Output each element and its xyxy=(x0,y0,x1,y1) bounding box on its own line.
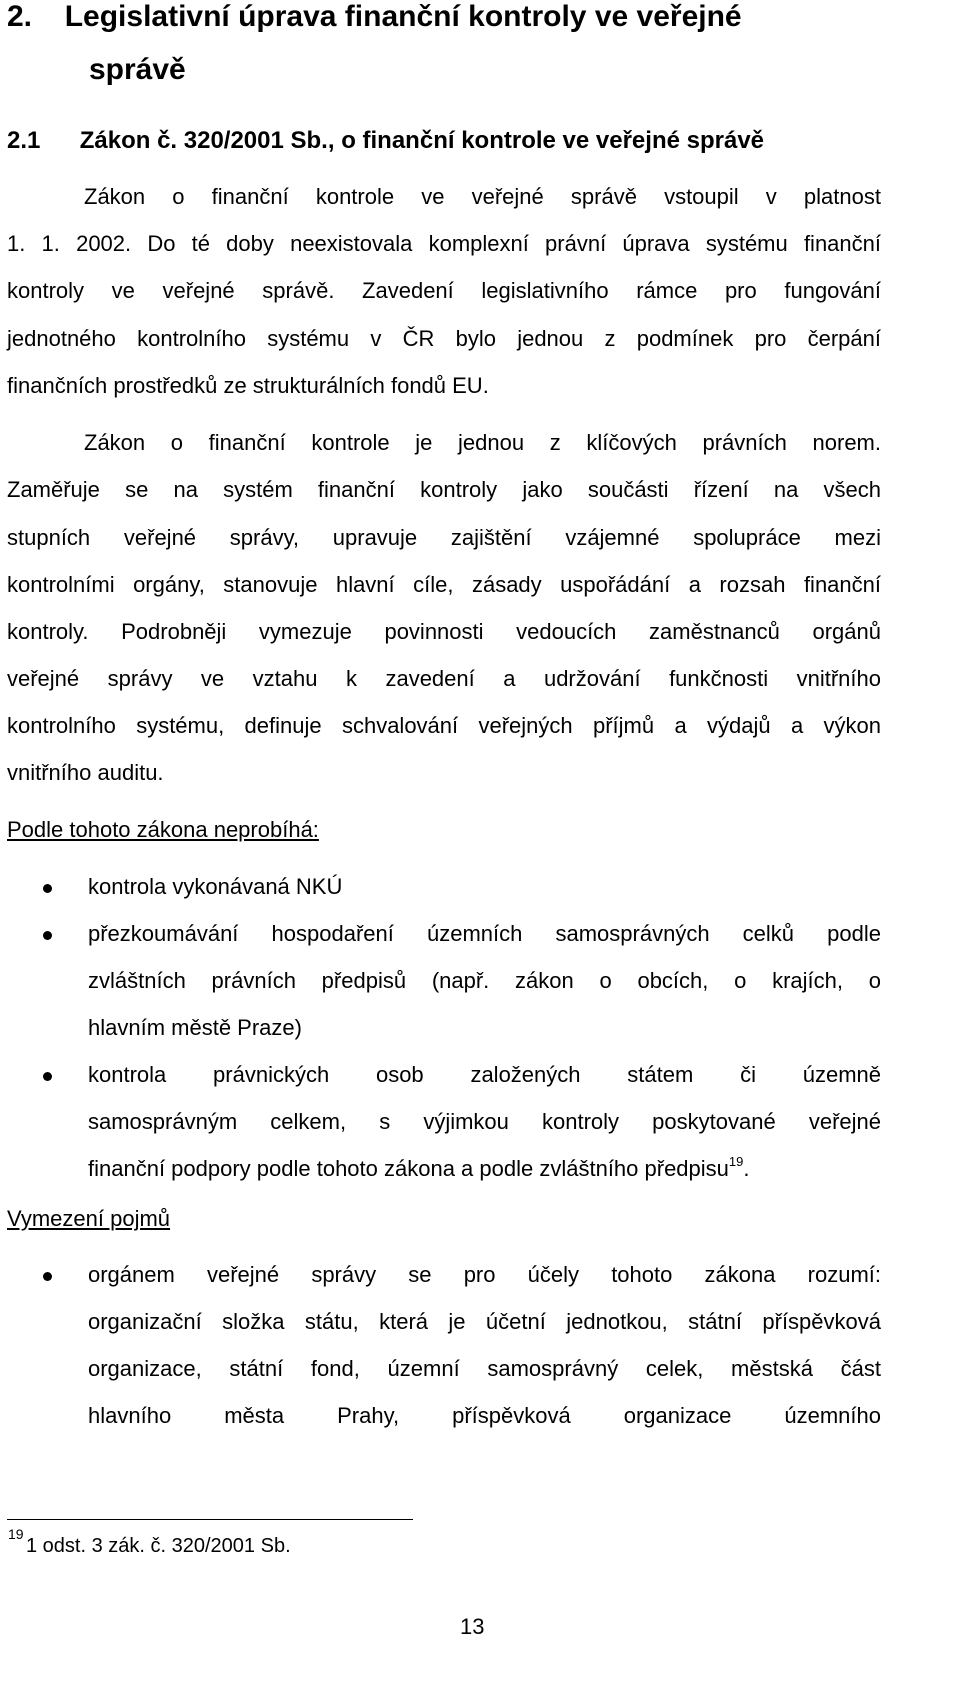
bullet-icon xyxy=(43,1072,52,1081)
section-number: 2.1 xyxy=(7,127,41,154)
paragraph2-line: vnitřního auditu. xyxy=(7,760,164,785)
chapter-number: 2. xyxy=(7,0,33,33)
section-title: Zákon č. 320/2001 Sb., o finanční kontrole ve veřejné správě xyxy=(79,127,765,154)
footnote-separator xyxy=(7,1519,413,1520)
exclusion-item-line: kontrola právnických osob založených státem či územně xyxy=(88,1062,881,1087)
paragraph1-line: finančních prostředků ze strukturálních fondů EU. xyxy=(7,373,489,398)
paragraph2-line: kontrolními orgány, stanovuje hlavní cíle, zásady uspořádání a rozsah finanční xyxy=(7,572,881,597)
exclusion-item-line: hlavním městě Praze) xyxy=(88,1015,302,1040)
bullet-icon xyxy=(43,931,52,940)
exclusion-item-line: zvláštních právních předpisů (např. zákon o obcích, o krajích, o xyxy=(88,968,881,993)
definition-item-line: hlavního města Prahy, příspěvková organizace územního xyxy=(88,1403,881,1428)
exclusion-item-line: samosprávným celkem, s výjimkou kontroly poskytované veřejné xyxy=(88,1109,881,1134)
paragraph1-line: Zákon o finanční kontrole ve veřejné správě vstoupil v platnost xyxy=(84,184,881,209)
paragraph2-line: stupních veřejné správy, upravuje zajištění vzájemné spolupráce mezi xyxy=(7,525,881,550)
footnote-text: 1 odst. 3 zák. č. 320/2001 Sb. xyxy=(26,1535,291,1557)
section-heading xyxy=(7,127,764,155)
bullet-icon xyxy=(43,1272,52,1281)
footnote-number: 19 xyxy=(8,1526,24,1542)
exclusion-item-text: finanční podpory podle tohoto zákona a podle zvláštního předpisu xyxy=(88,1156,729,1181)
paragraph2-line: Zaměřuje se na systém finanční kontroly jako součásti řízení na všech xyxy=(7,477,881,502)
paragraph2-line: veřejné správy ve vztahu k zavedení a udržování funkčnosti vnitřního xyxy=(7,666,881,691)
exclusion-item-line-last xyxy=(88,1156,881,1182)
chapter-heading-line1 xyxy=(7,0,742,34)
paragraph1-line: kontroly ve veřejné správě. Zavedení legislativního rámce pro fungování xyxy=(7,278,881,303)
paragraph2-line: Zákon o finanční kontrole je jednou z klíčových právních norem. xyxy=(84,430,881,455)
paragraph1-line: 1. 1. 2002. Do té doby neexistovala komplexní právní úprava systému finanční xyxy=(7,231,881,256)
paragraph2-line: kontroly. Podrobněji vymezuje povinnosti vedoucích zaměstnanců orgánů xyxy=(7,619,881,644)
page-number: 13 xyxy=(460,1614,485,1639)
definition-item-line: organizační složka státu, která je účetní jednotkou, státní příspěvková xyxy=(88,1309,881,1334)
definitions-heading: Vymezení pojmů xyxy=(7,1206,171,1231)
exclusion-item-line: přezkoumávání hospodaření územních samosprávných celků podle xyxy=(88,921,881,946)
exclusions-heading: Podle tohoto zákona neprobíhá: xyxy=(7,817,319,842)
sentence-end: . xyxy=(743,1156,750,1181)
exclusion-item-line: kontrola vykonávaná NKÚ xyxy=(88,874,343,899)
paragraph1-line: jednotného kontrolního systému v ČR bylo jednou z podmínek pro čerpání xyxy=(7,326,881,351)
definition-item-line: organizace, státní fond, územní samosprávný celek, městská část xyxy=(88,1356,881,1381)
footnote-reference[interactable]: 19 xyxy=(728,1154,744,1169)
definition-item-line: orgánem veřejné správy se pro účely tohoto zákona rozumí: xyxy=(88,1262,881,1287)
paragraph2-line: kontrolního systému, definuje schvalování veřejných příjmů a výdajů a výkon xyxy=(7,713,881,738)
bullet-icon xyxy=(43,884,52,893)
chapter-title-line1: Legislativní úprava finanční kontroly ve veřejné xyxy=(64,0,742,33)
chapter-title-line2: správě xyxy=(89,53,186,86)
